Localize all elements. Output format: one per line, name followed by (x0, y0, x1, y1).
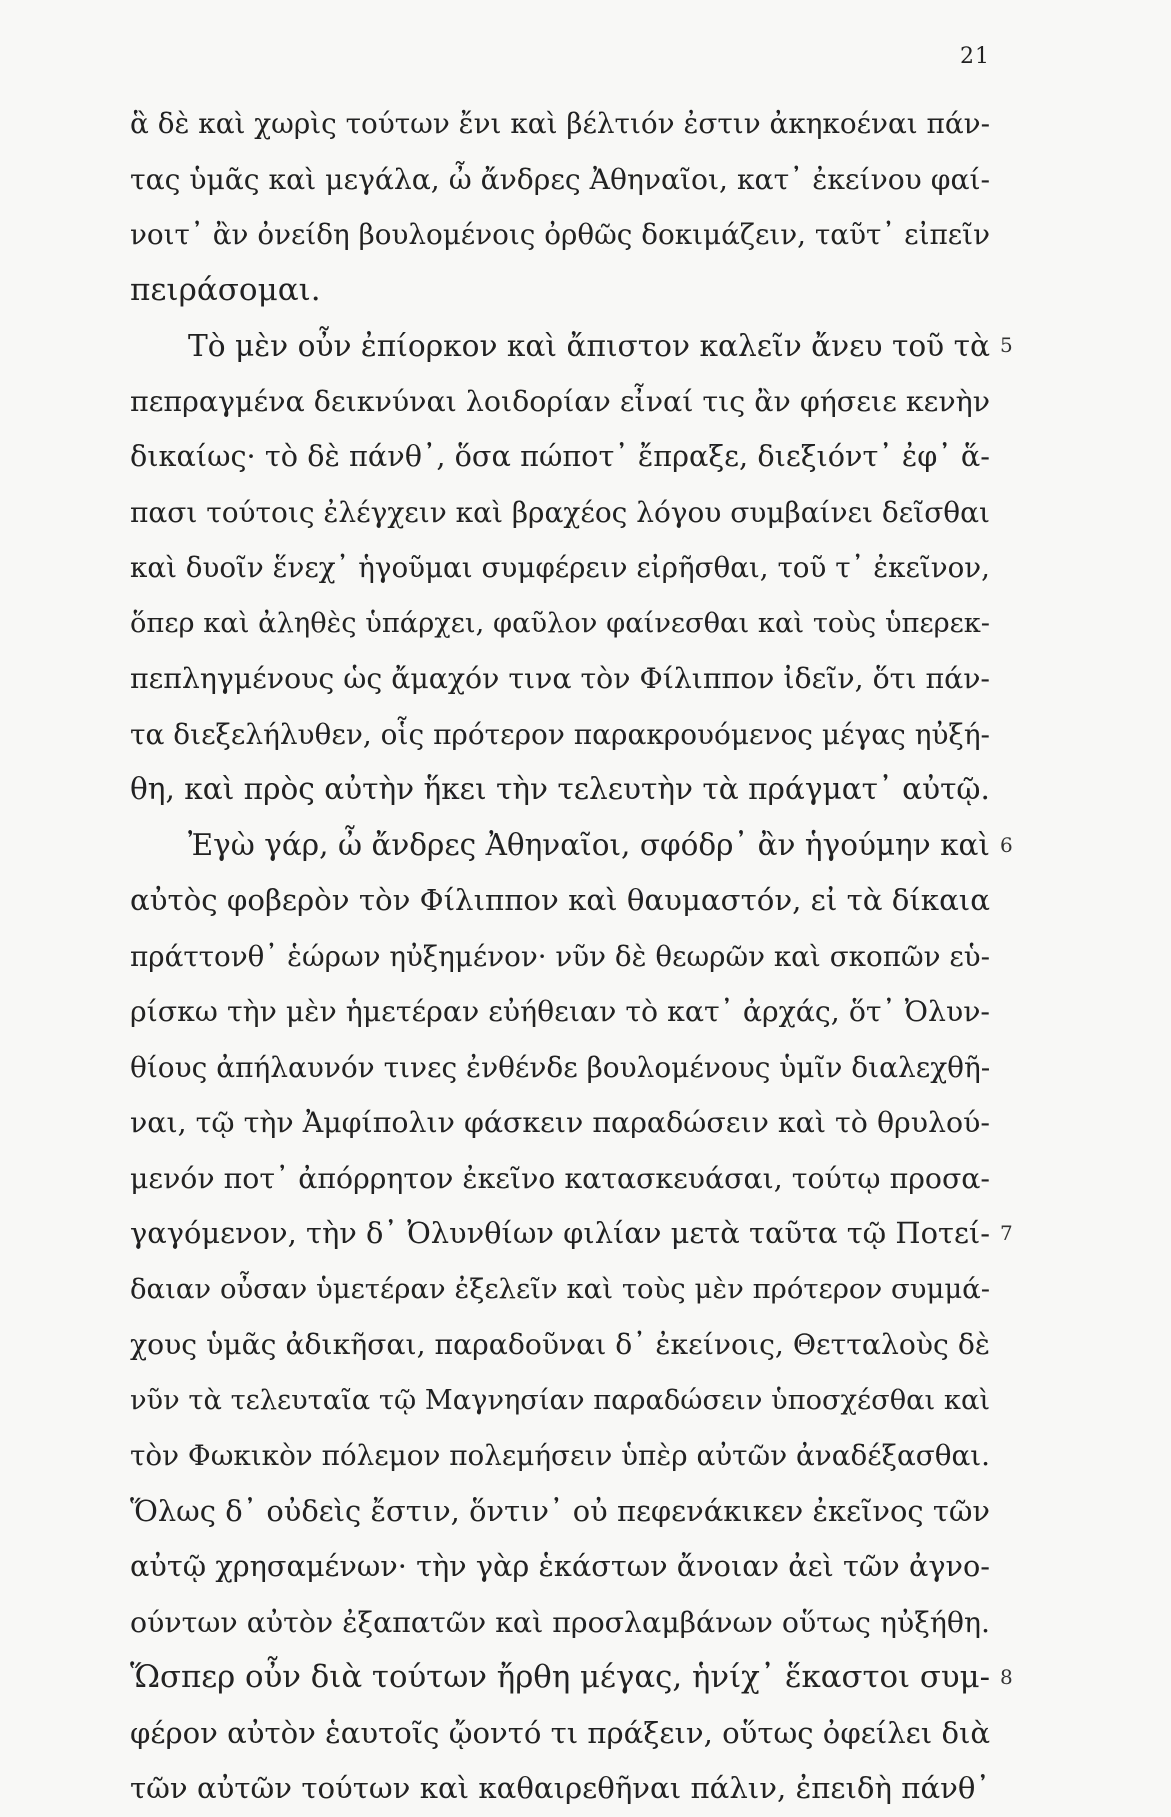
text-line-content: ούντων αὐτὸν ἐξαπατῶν καὶ προσλαμβάνων οὕτως ηὐξήθη. (130, 1605, 990, 1639)
text-line (130, 762, 990, 818)
text-line (130, 540, 990, 596)
text-line (130, 651, 990, 707)
text-line (130, 96, 990, 152)
section-number: 6 (1000, 832, 1013, 857)
section-number: 7 (1000, 1221, 1013, 1245)
text-line-content: πράττονθ᾽ ἑώρων ηὐξημένον· νῦν δὲ θεωρῶν καὶ σκοπῶν εὑ- (130, 939, 990, 973)
text-line (130, 707, 990, 763)
text-line-content: ρίσκω τὴν μὲν ἡμετέραν εὐήθειαν τὸ κατ᾽ ἀρχάς, ὅτ᾽ Ὀλυν- (130, 995, 990, 1028)
text-line (130, 1040, 990, 1096)
text-line-content: ὅπερ καὶ ἀληθὲς ὑπάρχει, φαῦλον φαίνεσθαι καὶ τοὺς ὑπερεκ- (130, 607, 990, 639)
text-line-content: θη, καὶ πρὸς αὐτὴν ἥκει τὴν τελευτὴν τὰ πράγματ᾽ αὐτῷ. (130, 772, 990, 806)
text-line-content: αὐτῷ χρησαμένων· τὴν γὰρ ἑκάστων ἄνοιαν ἀεὶ τῶν ἀγνο- (130, 1549, 990, 1583)
text-line-content: πεπληγμένους ὡς ἄμαχόν τινα τὸν Φίλιππον ἰδεῖν, ὅτι πάν- (130, 662, 990, 695)
text-line (130, 1428, 990, 1484)
text-line-content: μενόν ποτ᾽ ἀπόρρητον ἐκεῖνο κατασκευάσαι, τούτῳ προσα- (130, 1161, 990, 1195)
text-line (130, 1373, 990, 1429)
text-line-content: νοιτ᾽ ἂν ὀνείδη βουλομένοις ὀρθῶς δοκιμάζειν, ταῦτ᾽ εἰπεῖν (130, 218, 990, 251)
section-number: 5 (1000, 333, 1013, 357)
text-line (130, 1095, 990, 1151)
text-line (130, 1650, 1013, 1706)
text-line (130, 429, 990, 485)
text-line (130, 818, 1013, 874)
section-number: 8 (1000, 1665, 1013, 1689)
text-line-content: τὸν Φωκικὸν πόλεμον πολεμήσειν ὑπὲρ αὐτῶν ἀναδέξασθαι. (130, 1439, 990, 1472)
text-line-content: τῶν αὐτῶν τούτων καὶ καθαιρεθῆναι πάλιν, ἐπειδὴ πάνθ᾽ (130, 1771, 990, 1805)
text-line (130, 873, 990, 929)
text-line (130, 1484, 990, 1540)
text-line (130, 1317, 990, 1373)
text-line (130, 1539, 990, 1595)
text-line (130, 1595, 990, 1651)
text-line-content: Ὥσπερ οὖν διὰ τούτων ἤρθη μέγας, ἡνίχ᾽ ἕκαστοι συμ- (130, 1659, 990, 1695)
text-line-content: δαιαν οὖσαν ὑμετέραν ἐξελεῖν καὶ τοὺς μὲν πρότερον συμμά- (130, 1272, 990, 1305)
main-text (130, 96, 1013, 1817)
text-line-content: φέρον αὐτὸν ἑαυτοῖς ᾤοντό τι πράξειν, οὕτως ὀφείλει διὰ (130, 1715, 991, 1750)
text-line (130, 152, 990, 208)
text-line (130, 1151, 990, 1207)
text-line (130, 1262, 990, 1318)
text-line (130, 1206, 1013, 1262)
text-line-content: Ὅλως δ᾽ οὐδεὶς ἔστιν, ὅντιν᾽ οὐ πεφενάκικεν ἐκεῖνος τῶν (130, 1493, 990, 1528)
text-line (130, 1706, 990, 1762)
text-line-content: τα διεξελήλυθεν, οἷς πρότερον παρακρουόμενος μέγας ηὐξή- (130, 717, 990, 751)
text-line-content: ναι, τῷ τὴν Ἀμφίπολιν φάσκειν παραδώσειν καὶ τὸ θρυλού- (130, 1106, 990, 1139)
text-line-content: καὶ δυοῖν ἕνεχ᾽ ἡγοῦμαι συμφέρειν εἰρῆσθαι, τοῦ τ᾽ ἐκεῖνον, (130, 551, 990, 584)
text-line-content: αὐτὸς φοβερὸν τὸν Φίλιππον καὶ θαυμαστόν, εἰ τὰ δίκαια (130, 883, 990, 917)
text-line-content: τας ὑμᾶς καὶ μεγάλα, ὦ ἄνδρες Ἀθηναῖοι, κατ᾽ ἐκείνου φαί- (130, 162, 991, 196)
text-line-content: δικαίως· τὸ δὲ πάνθ᾽, ὅσα πώποτ᾽ ἔπραξε, διεξιόντ᾽ ἐφ᾽ ἅ- (130, 439, 990, 473)
text-line (130, 596, 990, 652)
text-line (130, 485, 990, 541)
text-line (130, 929, 990, 985)
text-line (130, 207, 990, 263)
text-line-content: Ἐγὼ γάρ, ὦ ἄνδρες Ἀθηναῖοι, σφόδρ᾽ ἂν ἡγούμην καὶ (188, 827, 990, 862)
text-line-content: πασι τούτοις ἐλέγχειν καὶ βραχέος λόγου συμβαίνει δεῖσθαι (130, 495, 990, 529)
text-line (130, 1761, 990, 1817)
text-line-content: ἃ δὲ καὶ χωρὶς τούτων ἔνι καὶ βέλτιόν ἐστιν ἀκηκοέναι πάν- (130, 107, 990, 140)
text-line (130, 263, 990, 319)
text-line-content: πεπραγμένα δεικνύναι λοιδορίαν εἶναί τις ἂν φήσειε κενὴν (130, 384, 990, 418)
text-line-content: θίους ἀπήλαυνόν τινες ἐνθένδε βουλομένους ὑμῖν διαλεχθῆ- (130, 1050, 991, 1084)
text-line-content: Τὸ μὲν οὖν ἐπίορκον καὶ ἄπιστον καλεῖν ἄνευ τοῦ τὰ (188, 328, 990, 363)
text-line-content: πειράσομαι. (130, 271, 321, 308)
page-number: 21 (960, 44, 990, 69)
text-line-content: χους ὑμᾶς ἀδικῆσαι, παραδοῦναι δ᾽ ἐκείνοις, Θετταλοὺς δὲ (130, 1328, 990, 1361)
text-line (130, 318, 1013, 374)
text-line (130, 984, 990, 1040)
text-line-content: γαγόμενον, τὴν δ᾽ Ὀλυνθίων φιλίαν μετὰ ταῦτα τῷ Ποτεί- (130, 1216, 990, 1250)
text-line-content: νῦν τὰ τελευταῖα τῷ Μαγνησίαν παραδώσειν ὑποσχέσθαι καὶ (130, 1384, 990, 1416)
text-line (130, 374, 990, 430)
